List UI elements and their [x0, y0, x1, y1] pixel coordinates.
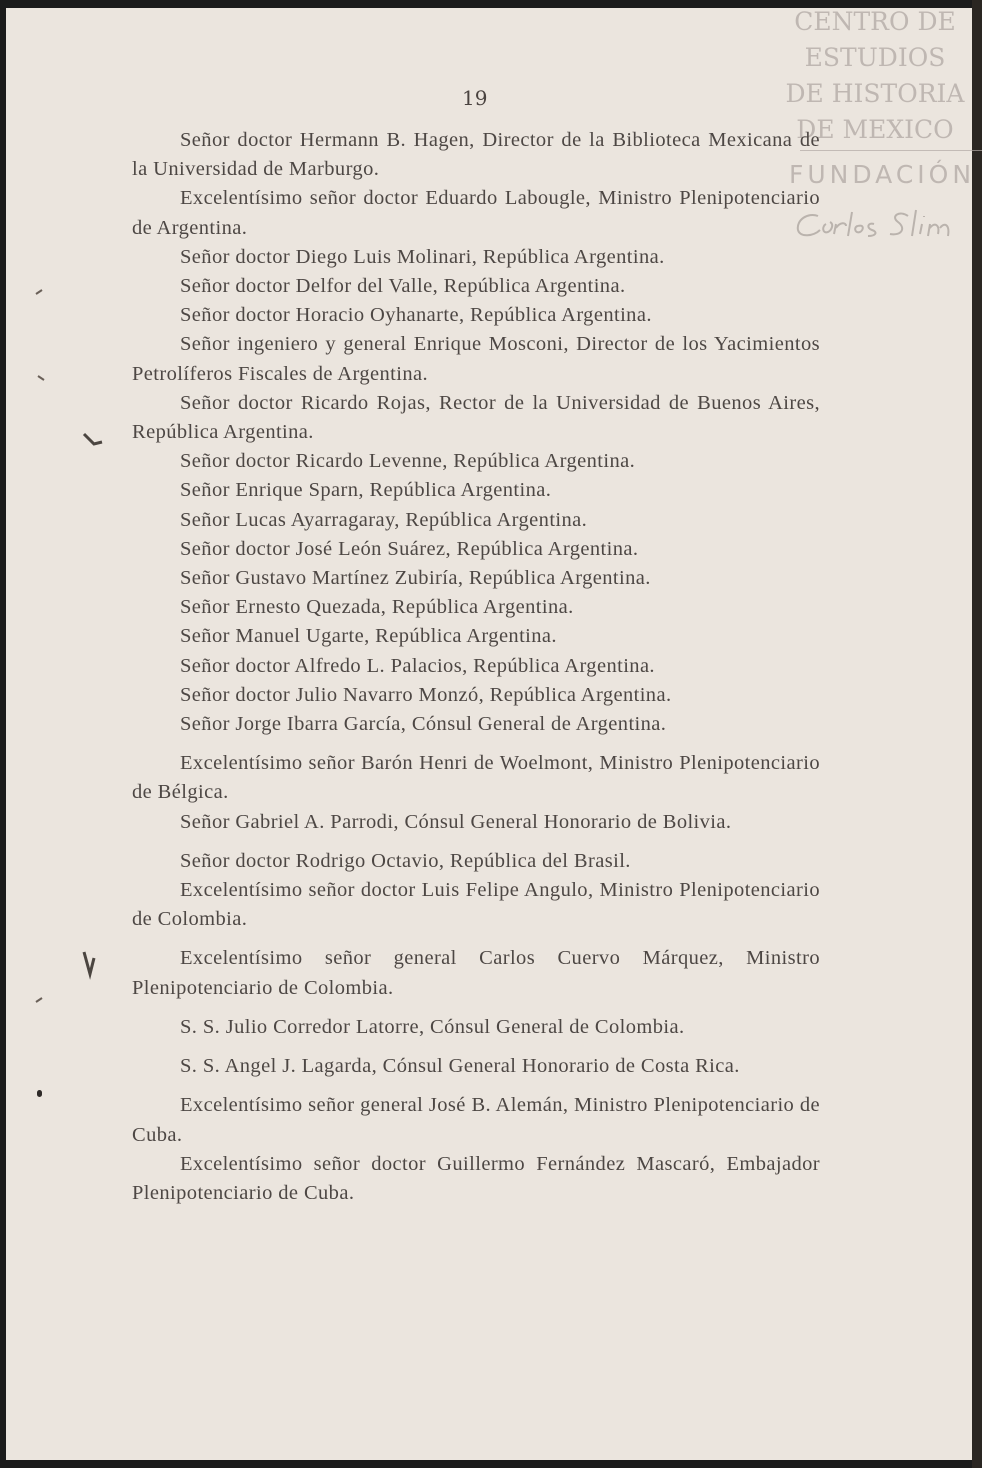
- page-number: 19: [462, 86, 488, 110]
- list-entry: Señor Enrique Sparn, República Argentina.: [180, 479, 552, 502]
- list-entry: Señor Manuel Ugarte, República Argentina.: [180, 625, 557, 648]
- list-entry: Señor Lucas Ayarragaray, República Argentina.: [180, 508, 588, 531]
- list-entry: Señor doctor Alfredo L. Palacios, República Argentina.: [180, 654, 655, 677]
- watermark-line-1: CENTRO DE: [794, 7, 956, 36]
- list-entry: Señor doctor Julio Navarro Monzó, República Argentina.: [180, 683, 672, 706]
- list-entry: Señor Gabriel A. Parrodi, Cónsul General Honorario de Bolivia.: [180, 810, 732, 833]
- list-entry: Señor ingeniero y general Enrique Mosconi, Director de los Yacimientos Petrolíferos Fiscales de Argentina.: [132, 333, 820, 385]
- watermark-foundation: FUNDACIÓN: [788, 160, 976, 189]
- list-entry: Excelentísimo señor doctor Guillermo Fernández Mascaró, Embajador Plenipotenciario de Cuba.: [132, 1152, 820, 1204]
- list-entry: Excelentísimo señor Barón Henri de Woelmont, Ministro Plenipotenciario de Bélgica.: [132, 752, 820, 804]
- list-entry: Señor doctor Rodrigo Octavio, República del Brasil.: [180, 849, 631, 872]
- list-entry: Señor doctor José León Suárez, República Argentina.: [180, 537, 639, 560]
- list-entry: S. S. Julio Corredor Latorre, Cónsul General de Colombia.: [180, 1015, 685, 1038]
- watermark-line-3: DE HISTORIA: [785, 79, 965, 108]
- list-entry: Excelentísimo señor general José B. Alemán, Ministro Plenipotenciario de Cuba.: [132, 1094, 820, 1146]
- list-entry: Señor doctor Horacio Oyhanarte, República Argentina.: [180, 304, 652, 327]
- guest-list: [132, 126, 820, 1208]
- list-entry: Señor Ernesto Quezada, República Argentina.: [180, 596, 574, 619]
- list-entry: Señor doctor Delfor del Valle, República Argentina.: [180, 275, 626, 298]
- watermark-divider: [800, 150, 982, 151]
- list-entry: Excelentísimo señor doctor Luis Felipe Angulo, Ministro Plenipotenciario de Colombia.: [132, 879, 820, 931]
- list-entry: S. S. Angel J. Lagarda, Cónsul General Honorario de Costa Rica.: [180, 1055, 740, 1078]
- list-entry: Señor doctor Ricardo Levenne, República Argentina.: [180, 450, 636, 473]
- list-entry: Señor doctor Hermann B. Hagen, Director de la Biblioteca Mexicana de la Universidad de Marburgo.: [132, 129, 820, 181]
- watermark-line-2: ESTUDIOS: [804, 43, 946, 72]
- list-entry: Excelentísimo señor doctor Eduardo Labougle, Ministro Plenipotenciario de Argentina.: [132, 187, 820, 239]
- list-entry: Señor doctor Ricardo Rojas, Rector de la Universidad de Buenos Aires, República Argentina.: [132, 391, 820, 444]
- watermark-line-4: DE MEXICO: [796, 115, 954, 144]
- list-entry: Excelentísimo señor general Carlos Cuervo Márquez, Ministro Plenipotenciario de Colombia.: [132, 947, 820, 999]
- margin-marks: [32, 284, 112, 1004]
- list-entry: Señor doctor Diego Luis Molinari, República Argentina.: [180, 245, 665, 268]
- ink-dot: [37, 1090, 42, 1097]
- list-entry: Señor Gustavo Martínez Zubiría, República Argentina.: [180, 567, 651, 590]
- list-entry: Señor Jorge Ibarra García, Cónsul General de Argentina.: [180, 713, 667, 736]
